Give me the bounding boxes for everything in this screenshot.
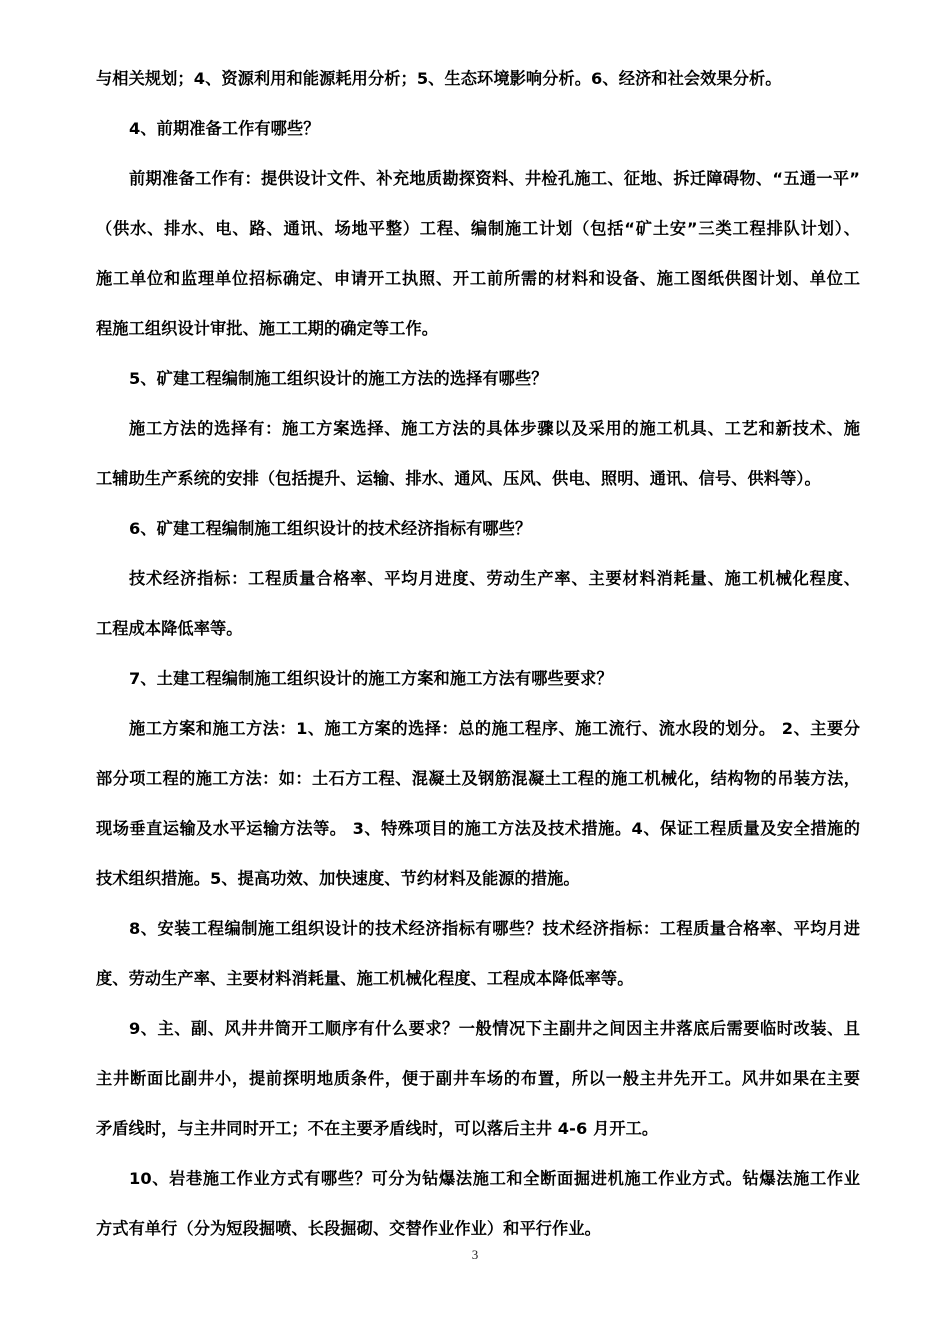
text-line: 与相关规划；4、资源利用和能源耗用分析；5、生态环境影响分析。6、经济和社会效果分析。	[96, 69, 782, 88]
page-number: 3	[471, 1247, 479, 1262]
question-heading: 7、土建工程编制施工组织设计的施工方案和施工方法有哪些要求？	[129, 669, 613, 688]
question-heading: 4、前期准备工作有哪些？	[129, 119, 320, 138]
text-line: 现场垂直运输及水平运输方法等。 3、特殊项目的施工方法及技术措施。4、保证工程质量及安全措施的	[96, 819, 860, 838]
text-line: 施工方法的选择有：施工方案选择、施工方法的具体步骤以及采用的施工机具、工艺和新技术、施	[129, 419, 860, 438]
text-line: （供水、排水、电、路、通讯、场地平整）工程、编制施工计划（包括“矿土安”三类工程排队计划）、	[96, 219, 860, 238]
question-heading: 6、矿建工程编制施工组织设计的技术经济指标有哪些？	[129, 519, 532, 538]
text-line: 工辅助生产系统的安排（包括提升、运输、排水、通风、压风、供电、照明、通讯、信号、供料等）。	[96, 469, 821, 488]
text-line: 技术经济指标：工程质量合格率、平均月进度、劳动生产率、主要材料消耗量、施工机械化程度、	[129, 569, 860, 588]
text-line: 施工单位和监理单位招标确定、申请开工执照、开工前所需的材料和设备、施工图纸供图计划、单位工	[96, 269, 860, 288]
text-line: 部分项工程的施工方法：如：土石方工程、混凝土及钢筋混凝土工程的施工机械化，结构物的吊装方法，	[96, 769, 860, 788]
question-paragraph: 10、岩巷施工作业方式有哪些？可分为钻爆法施工和全断面掘进机施工作业方式。钻爆法施工作业	[129, 1169, 860, 1188]
question-heading: 5、矿建工程编制施工组织设计的施工方法的选择有哪些？	[129, 369, 548, 388]
text-line: 度、劳动生产率、主要材料消耗量、施工机械化程度、工程成本降低率等。	[96, 969, 634, 988]
document-body	[96, 58, 860, 1258]
text-line: 工程成本降低率等。	[96, 619, 243, 638]
text-line: 程施工组织设计审批、施工工期的确定等工作。	[96, 319, 439, 338]
text-line: 前期准备工作有：提供设计文件、补充地质勘探资料、井检孔施工、征地、拆迁障碍物、“五通一平”	[129, 169, 860, 188]
question-paragraph: 9、主、副、风井井筒开工顺序有什么要求？一般情况下主副井之间因主井落底后需要临时改装、且	[129, 1019, 860, 1038]
text-line: 方式有单行（分为短段掘喷、长段掘砌、交替作业作业）和平行作业。	[96, 1219, 601, 1238]
text-line: 技术组织措施。5、提高功效、加快速度、节约材料及能源的措施。	[96, 869, 580, 888]
text-line: 施工方案和施工方法：1、施工方案的选择：总的施工程序、施工流行、流水段的划分。 2、主要分	[129, 719, 860, 738]
text-line: 矛盾线时，与主井同时开工；不在主要矛盾线时，可以落后主井 4-6 月开工。	[96, 1119, 659, 1138]
question-paragraph: 8、安装工程编制施工组织设计的技术经济指标有哪些？技术经济指标：工程质量合格率、平均月进	[129, 919, 860, 938]
text-line: 主井断面比副井小，提前探明地质条件，便于副井车场的布置，所以一般主井先开工。风井如果在主要	[96, 1069, 860, 1088]
